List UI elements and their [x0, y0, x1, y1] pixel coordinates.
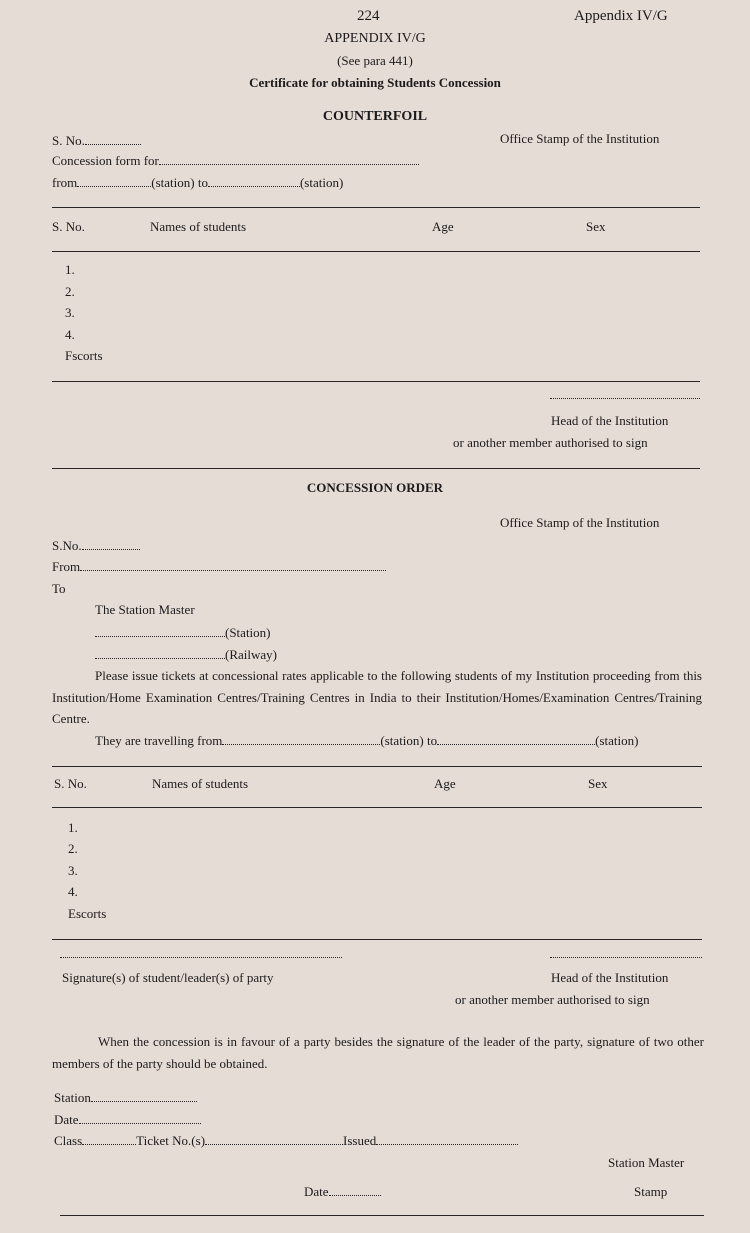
divider — [52, 207, 700, 208]
counterfoil-office-stamp: Office Stamp of the Institution — [500, 131, 660, 146]
order-from-line: From — [52, 559, 386, 575]
order-row: 4. — [68, 884, 78, 899]
certificate-title: Certificate for obtaining Students Concession — [249, 75, 501, 90]
divider — [52, 807, 702, 808]
counterfoil-sno: S. No. — [52, 133, 141, 149]
counterfoil-header-names: Names of students — [150, 219, 247, 234]
student-signature-line — [60, 957, 342, 958]
divider — [52, 381, 700, 382]
station-line: (Station) — [95, 625, 271, 641]
appendix-title: APPENDIX IV/G — [324, 31, 426, 46]
stamp-label: Stamp — [634, 1184, 668, 1199]
station-master-label: Station Master — [608, 1155, 685, 1170]
counterfoil-from-line: from (station) to (station) — [52, 175, 344, 190]
student-signature-label: Signature(s) of student/leader(s) of party — [62, 970, 274, 985]
counterfoil-authorised-label: or another member authorised to sign — [453, 435, 648, 450]
footer-station-line: Station — [54, 1090, 197, 1106]
addressee: The Station Master — [95, 602, 195, 617]
appendix-corner-label: Appendix IV/G — [574, 8, 668, 24]
footer-date-line: Date — [54, 1112, 201, 1128]
travelling-line: They are travelling from (station) to (station) — [95, 733, 639, 748]
order-header-sex: Sex — [588, 776, 608, 791]
railway-line: (Railway) — [95, 647, 277, 663]
footer-date2-line: Date — [304, 1184, 381, 1200]
see-para-note: (See para 441) — [337, 53, 413, 68]
order-sno: S.No. — [52, 538, 140, 554]
footer-class-line: Class Ticket No.(s) Issued — [54, 1133, 518, 1149]
counterfoil-title: COUNTERFOIL — [322, 109, 428, 124]
concession-form-line: Concession form for — [52, 153, 419, 169]
party-note: When the concession is in favour of a party besides the signature of the leader of the party, signature of two other members of the party should be obtained. — [52, 1034, 704, 1071]
order-row: 1. — [68, 820, 78, 835]
order-row: 3. — [68, 863, 78, 878]
page-number: 224 — [357, 8, 380, 24]
counterfoil-header-sno: S. No. — [52, 219, 85, 234]
counterfoil-row: 2. — [65, 284, 75, 299]
order-header-age: Age — [434, 776, 456, 791]
order-to-label: To — [52, 581, 66, 596]
divider — [52, 251, 700, 252]
order-office-stamp: Office Stamp of the Institution — [500, 515, 660, 530]
signature-line — [550, 398, 700, 399]
counterfoil-row: 4. — [65, 327, 75, 342]
order-head-label: Head of the Institution — [551, 970, 669, 985]
order-escorts: Escorts — [68, 906, 107, 921]
order-authorised-label: or another member authorised to sign — [455, 992, 650, 1007]
divider — [52, 766, 702, 767]
counterfoil-row: 3. — [65, 305, 75, 320]
order-header-sno: S. No. — [54, 776, 87, 791]
counterfoil-header-age: Age — [432, 219, 454, 234]
head-signature-line — [550, 957, 702, 958]
order-row: 2. — [68, 841, 78, 856]
counterfoil-row: 1. — [65, 262, 75, 277]
divider — [52, 939, 702, 940]
divider — [60, 1215, 704, 1216]
counterfoil-header-sex: Sex — [586, 219, 606, 234]
divider — [52, 468, 700, 469]
order-paragraph: Please issue tickets at concessional rates applicable to the following students of my Institution proceeding from this Institution/Home Examination Centres/Training Centres in India to their Institution/Homes/Examination Centres/Training Centre. — [52, 668, 702, 726]
counterfoil-escorts: Fscorts — [65, 348, 103, 363]
order-header-names: Names of students — [152, 776, 249, 791]
counterfoil-head-label: Head of the Institution — [551, 413, 669, 428]
concession-order-title: CONCESSION ORDER — [306, 480, 444, 495]
